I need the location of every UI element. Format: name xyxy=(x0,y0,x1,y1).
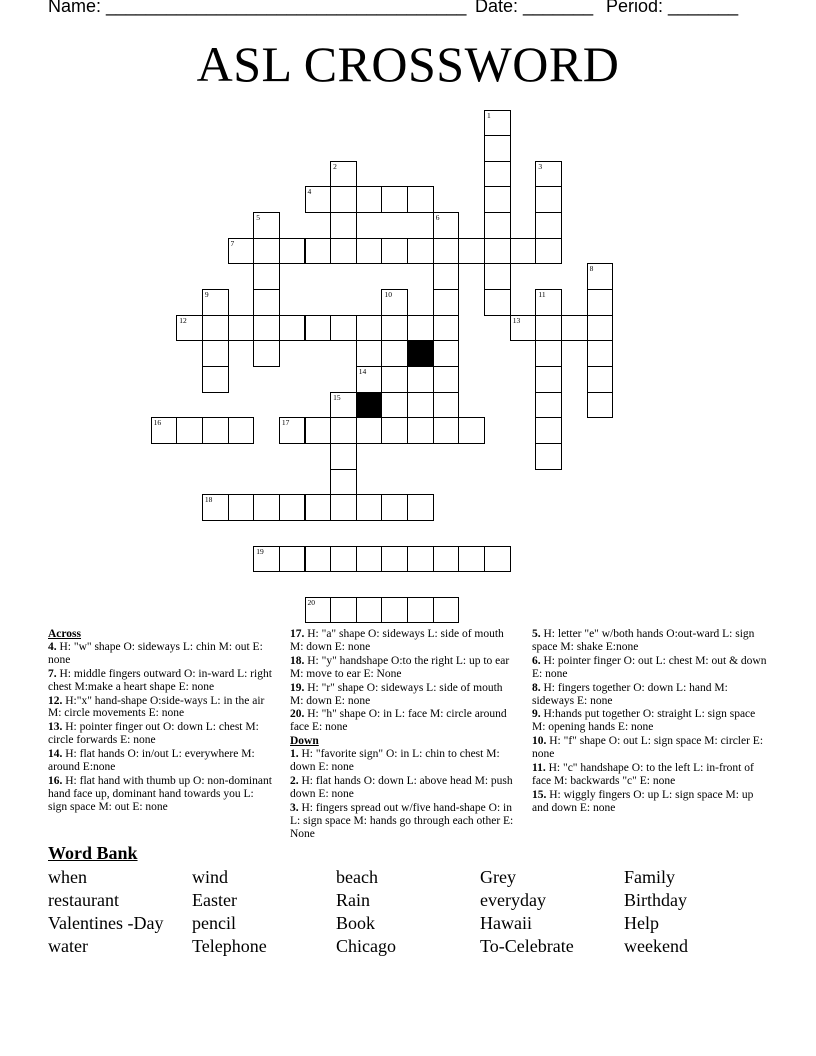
crossword-cell[interactable] xyxy=(381,417,408,444)
crossword-cell[interactable] xyxy=(279,417,306,444)
clue-across-14: 14. H: flat hands O: in/out L: everywhere M: around E:none xyxy=(48,748,255,774)
crossword-cell[interactable] xyxy=(228,315,255,342)
clue-number: 3 xyxy=(538,161,543,171)
crossword-cell[interactable] xyxy=(484,161,511,188)
crossword-cell[interactable] xyxy=(356,494,383,521)
crossword-cell[interactable] xyxy=(510,238,537,265)
crossword-cell[interactable] xyxy=(330,238,357,265)
word-bank-item: restaurant xyxy=(48,890,119,910)
clue-across-17: 17. H: "a" shape O: sideways L: side of mouth M: down E: none xyxy=(290,628,504,653)
word-bank-item: beach xyxy=(336,867,378,887)
clue-down-9: 9. H:hands put together O: straight L: sign space M: opening hands E: none xyxy=(532,708,756,734)
crossword-cell[interactable] xyxy=(279,494,306,521)
word-bank-item: Rain xyxy=(336,890,370,910)
crossword-cell[interactable] xyxy=(510,315,537,342)
word-bank-item: Telephone xyxy=(192,936,267,956)
crossword-cell[interactable] xyxy=(381,289,408,316)
crossword-cell[interactable] xyxy=(484,263,511,290)
crossword-cell[interactable] xyxy=(535,161,562,188)
crossword-cell[interactable] xyxy=(433,366,460,393)
crossword-cell[interactable] xyxy=(381,494,408,521)
crossword-cell[interactable] xyxy=(279,546,306,573)
clues-column-1 xyxy=(48,628,273,815)
crossword-cell[interactable] xyxy=(202,340,229,367)
crossword-cell[interactable] xyxy=(381,546,408,573)
crossword-cell[interactable] xyxy=(407,366,434,393)
word-bank-item: wind xyxy=(192,867,228,887)
clue-number: 8 xyxy=(589,264,594,274)
clue-down-11: 11. H: "c" handshape O: to the left L: in-front of face M: backwards "c" E: none xyxy=(532,762,754,787)
crossword-cell[interactable] xyxy=(381,392,408,419)
crossword-cell[interactable] xyxy=(484,289,511,316)
crossword-cell[interactable] xyxy=(176,417,203,444)
clue-down-5: 5. H: letter "e" w/both hands O:out-ward L: sign space M: shake E:none xyxy=(532,628,755,653)
crossword-cell[interactable] xyxy=(484,110,511,137)
crossword-block xyxy=(407,340,434,367)
crossword-cell[interactable] xyxy=(407,417,434,444)
clue-number: 12 xyxy=(179,315,187,325)
crossword-cell[interactable] xyxy=(381,597,408,624)
crossword-cell[interactable] xyxy=(330,443,357,470)
crossword-cell[interactable] xyxy=(305,546,332,573)
crossword-cell[interactable] xyxy=(535,366,562,393)
crossword-cell[interactable] xyxy=(433,315,460,342)
down-title: Down xyxy=(290,735,319,748)
clue-number: 15 xyxy=(333,392,341,402)
clue-across-16: 16. H: flat hand with thumb up O: non-dominant hand face up, dominant hand towards you L: sign space M: out E: none xyxy=(48,774,272,813)
clue-across-20: 20. H: "h" shape O: in L: face M: circle around face E: none xyxy=(290,708,507,734)
crossword-cell[interactable] xyxy=(433,546,460,573)
crossword-cell[interactable] xyxy=(253,315,280,342)
word-bank-item: when xyxy=(48,867,87,887)
crossword-cell[interactable] xyxy=(330,597,357,624)
clue-across-19: 19. H: "r" shape O: sideways L: side of mouth M: down E: none xyxy=(290,681,503,707)
crossword-cell[interactable] xyxy=(433,263,460,290)
crossword-cell[interactable] xyxy=(228,417,255,444)
crossword-cell[interactable] xyxy=(253,340,280,367)
crossword-cell[interactable] xyxy=(535,315,562,342)
crossword-cell[interactable] xyxy=(253,212,280,239)
crossword-cell[interactable] xyxy=(458,417,485,444)
crossword-cell[interactable] xyxy=(253,494,280,521)
crossword-cell[interactable] xyxy=(535,186,562,213)
word-bank-item: Birthday xyxy=(624,890,687,910)
crossword-cell[interactable] xyxy=(484,238,511,265)
clue-number: 2 xyxy=(333,161,337,171)
clue-down-2: 2. H: flat hands O: down L: above head M: push down E: none xyxy=(290,774,513,800)
crossword-cell[interactable] xyxy=(587,392,614,419)
crossword-cell[interactable] xyxy=(202,494,229,521)
crossword-cell[interactable] xyxy=(202,366,229,393)
crossword-cell[interactable] xyxy=(228,238,255,265)
crossword-cell[interactable] xyxy=(458,238,485,265)
crossword-cell[interactable] xyxy=(433,238,460,265)
crossword-cell[interactable] xyxy=(587,366,614,393)
word-bank-item: Easter xyxy=(192,890,237,910)
date-field-label[interactable]: Date: _______ xyxy=(475,0,594,16)
crossword-cell[interactable] xyxy=(433,597,460,624)
clue-across-18: 18. H: "y" handshape O:to the right L: up to ear M: move to ear E: None xyxy=(290,654,510,680)
crossword-cell[interactable] xyxy=(279,315,306,342)
word-bank-item: water xyxy=(48,936,88,956)
crossword-cell[interactable] xyxy=(202,417,229,444)
word-bank-item: Family xyxy=(624,867,676,887)
crossword-cell[interactable] xyxy=(433,340,460,367)
crossword-cell[interactable] xyxy=(407,494,434,521)
crossword-cell[interactable] xyxy=(381,366,408,393)
crossword-cell[interactable] xyxy=(305,315,332,342)
crossword-cell[interactable] xyxy=(151,417,178,444)
crossword-cell[interactable] xyxy=(330,315,357,342)
crossword-cell[interactable] xyxy=(356,417,383,444)
crossword-cell[interactable] xyxy=(484,186,511,213)
crossword-cell[interactable] xyxy=(356,597,383,624)
clue-number: 19 xyxy=(256,546,264,556)
crossword-cell[interactable] xyxy=(433,417,460,444)
word-bank-title: Word Bank xyxy=(48,843,138,863)
clues-column-3 xyxy=(532,628,767,816)
crossword-cell[interactable] xyxy=(330,161,357,188)
crossword-cell[interactable] xyxy=(253,263,280,290)
clue-number: 20 xyxy=(307,597,315,607)
clue-across-12: 12. H:"x" hand-shape O:side-ways L: in the air M: circle movements E: none xyxy=(48,694,265,720)
crossword-cell[interactable] xyxy=(587,289,614,316)
across-title: Across xyxy=(48,628,82,640)
crossword-cell[interactable] xyxy=(330,186,357,213)
clue-across-13: 13. H: pointer finger out O: down L: chest M: circle forwards E: none xyxy=(48,721,259,747)
crossword-cell[interactable] xyxy=(176,315,203,342)
clue-number: 14 xyxy=(358,367,367,376)
crossword-cell[interactable] xyxy=(305,238,332,265)
crossword-cell[interactable] xyxy=(484,546,511,573)
crossword-cell[interactable] xyxy=(407,597,434,624)
crossword-cell[interactable] xyxy=(433,212,460,239)
crossword-cell[interactable] xyxy=(381,340,408,367)
crossword-cell[interactable] xyxy=(535,212,562,239)
word-bank-item: Book xyxy=(336,913,376,933)
crossword-cell[interactable] xyxy=(561,315,588,342)
clue-number: 10 xyxy=(384,290,392,300)
crossword-cell[interactable] xyxy=(330,546,357,573)
crossword-cell[interactable] xyxy=(381,238,408,265)
clue-number: 7 xyxy=(230,238,235,248)
crossword-cell[interactable] xyxy=(587,340,614,367)
clue-number: 18 xyxy=(204,495,213,505)
crossword-cell[interactable] xyxy=(484,135,511,162)
clue-across-7: 7. H: middle fingers outward O: in-ward L: right chest M:make a heart shape E: none xyxy=(48,667,272,693)
clue-down-15: 15. H: wiggly fingers O: up L: sign space M: up and down E: none xyxy=(532,788,754,814)
clue-number: 17 xyxy=(281,418,290,428)
crossword-block xyxy=(356,392,383,419)
word-bank-item: Chicago xyxy=(336,936,396,956)
crossword-cell[interactable] xyxy=(228,494,255,521)
crossword-cell[interactable] xyxy=(330,212,357,239)
crossword-cell[interactable] xyxy=(356,366,383,393)
clue-down-3: 3. H: fingers spread out w/five hand-shape O: in L: sign space M: hands go through each other E: None xyxy=(290,801,514,840)
crossword-cell[interactable] xyxy=(535,443,562,470)
crossword-cell[interactable] xyxy=(356,315,383,342)
crossword-cell[interactable] xyxy=(330,417,357,444)
clue-down-10: 10. H: "f" shape O: out L: sign space M: circler E: none xyxy=(532,735,764,761)
crossword-cell[interactable] xyxy=(305,494,332,521)
crossword-cell[interactable] xyxy=(279,238,306,265)
crossword-cell[interactable] xyxy=(535,417,562,444)
name-field-label[interactable]: Name: ____________________________________ xyxy=(48,0,467,16)
crossword-cell[interactable] xyxy=(484,212,511,239)
word-bank-item: pencil xyxy=(192,913,236,933)
crossword-cell[interactable] xyxy=(433,289,460,316)
clue-number: 1 xyxy=(487,110,491,120)
crossword-cell[interactable] xyxy=(356,186,383,213)
crossword-cell[interactable] xyxy=(587,315,614,342)
clues-column-2 xyxy=(290,628,515,842)
crossword-cell[interactable] xyxy=(458,546,485,573)
crossword-cell[interactable] xyxy=(356,340,383,367)
page-title: ASL CROSSWORD xyxy=(196,36,620,92)
clue-down-8: 8. H: fingers together O: down L: hand M: sideways E: none xyxy=(532,681,728,707)
clue-number: 13 xyxy=(512,315,521,325)
clue-across-4: 4. H: "w" shape O: sideways L: chin M: out E: none xyxy=(48,640,263,666)
crossword-cell[interactable] xyxy=(407,546,434,573)
crossword-cell[interactable] xyxy=(356,546,383,573)
clue-number: 9 xyxy=(204,290,209,300)
crossword-cell[interactable] xyxy=(202,289,229,316)
crossword-cell[interactable] xyxy=(535,392,562,419)
crossword-cell[interactable] xyxy=(407,238,434,265)
crossword-cell[interactable] xyxy=(407,315,434,342)
crossword-cell[interactable] xyxy=(330,469,357,496)
crossword-cell[interactable] xyxy=(253,238,280,265)
crossword-cell[interactable] xyxy=(330,392,357,419)
crossword-cell[interactable] xyxy=(535,340,562,367)
clue-number: 11 xyxy=(538,290,546,300)
crossword-cell[interactable] xyxy=(535,289,562,316)
crossword-cell[interactable] xyxy=(305,186,332,213)
crossword-cell[interactable] xyxy=(202,315,229,342)
crossword-cell[interactable] xyxy=(305,597,332,624)
crossword-cell[interactable] xyxy=(253,289,280,316)
word-bank-item: Help xyxy=(624,913,659,933)
period-field-label[interactable]: Period: _______ xyxy=(606,0,739,16)
word-bank-item: To-Celebrate xyxy=(480,936,574,956)
clue-number: 5 xyxy=(256,213,260,223)
crossword-cell[interactable] xyxy=(330,494,357,521)
crossword-cell[interactable] xyxy=(407,186,434,213)
clue-down-6: 6. H: pointer finger O: out L: chest M: out & down E: none xyxy=(532,654,767,680)
crossword-cell[interactable] xyxy=(253,546,280,573)
crossword-cell[interactable] xyxy=(381,186,408,213)
crossword-cell[interactable] xyxy=(356,238,383,265)
crossword-cell[interactable] xyxy=(587,263,614,290)
crossword-cell[interactable] xyxy=(433,392,460,419)
clue-number: 4 xyxy=(307,187,312,197)
word-bank-item: Grey xyxy=(480,867,516,887)
crossword-cell[interactable] xyxy=(381,315,408,342)
clue-number: 16 xyxy=(153,418,162,428)
crossword-cell[interactable] xyxy=(535,238,562,265)
word-bank-item: everyday xyxy=(480,890,546,910)
crossword-cell[interactable] xyxy=(305,417,332,444)
word-bank-item: Valentines -Day xyxy=(48,913,164,933)
word-bank-item: Hawaii xyxy=(480,913,532,933)
word-bank-item: weekend xyxy=(624,936,688,956)
clue-down-1: 1. H: "favorite sign" O: in L: chin to chest M: down E: none xyxy=(290,748,500,774)
clue-number: 6 xyxy=(435,213,440,223)
